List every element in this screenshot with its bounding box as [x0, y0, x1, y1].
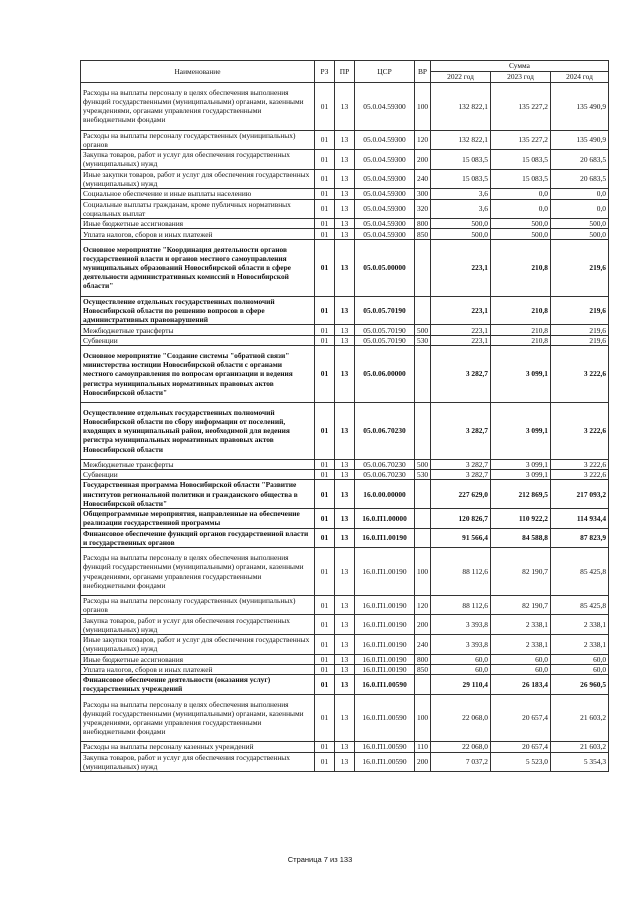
cell-rz: 01: [315, 239, 335, 296]
cell-pr: 13: [335, 199, 355, 219]
cell-vr: [415, 296, 431, 325]
cell-2022: 3 393,8: [431, 615, 491, 635]
table-row: [81, 752, 609, 772]
cell-rz: 01: [315, 635, 335, 655]
cell-rz: 01: [315, 615, 335, 635]
cell-csr: 05.0.05.70190: [355, 296, 415, 325]
cell-vr: [415, 239, 431, 296]
cell-2022: 15 083,5: [431, 169, 491, 189]
cell-pr: 13: [335, 480, 355, 509]
table-row: [81, 664, 609, 674]
cell-rz: 01: [315, 325, 335, 335]
cell-rz: 01: [315, 469, 335, 479]
cell-2023: 3 099,1: [491, 469, 551, 479]
cell-2022: 7 037,2: [431, 752, 491, 772]
cell-pr: 13: [335, 664, 355, 674]
cell-2024: 21 603,2: [551, 742, 609, 752]
cell-name: Расходы на выплаты персоналу казенных учреждений: [81, 742, 315, 752]
cell-2023: 15 083,5: [491, 150, 551, 170]
cell-pr: 13: [335, 169, 355, 189]
cell-csr: 05.0.04.59300: [355, 219, 415, 229]
cell-2024: 26 960,5: [551, 675, 609, 695]
cell-pr: 13: [335, 694, 355, 742]
header-pr: ПР: [335, 61, 355, 83]
cell-vr: 320: [415, 199, 431, 219]
cell-rz: 01: [315, 548, 335, 596]
cell-2023: 60,0: [491, 664, 551, 674]
cell-csr: 16.0.П1.00590: [355, 752, 415, 772]
cell-2022: 22 068,0: [431, 694, 491, 742]
cell-2023: 0,0: [491, 189, 551, 199]
cell-2024: 21 603,2: [551, 694, 609, 742]
cell-name: Государственная программа Новосибирской области "Развитие институтов региональной политики и гражданского общества в Новосибирской области": [81, 480, 315, 509]
cell-2022: 3 282,7: [431, 469, 491, 479]
cell-2023: 82 190,7: [491, 595, 551, 615]
table-row: [81, 528, 609, 548]
cell-pr: 13: [335, 402, 355, 459]
cell-2024: 87 823,9: [551, 528, 609, 548]
cell-name: Межбюджетные трансферты: [81, 459, 315, 469]
cell-csr: 05.0.04.59300: [355, 83, 415, 131]
cell-name: Расходы на выплаты персоналу государственных (муниципальных) органов: [81, 130, 315, 150]
cell-2023: 500,0: [491, 229, 551, 239]
header-csr: ЦСР: [355, 61, 415, 83]
cell-csr: 05.0.04.59300: [355, 199, 415, 219]
table-row: [81, 459, 609, 469]
cell-rz: 01: [315, 296, 335, 325]
cell-vr: [415, 675, 431, 695]
cell-name: Иные бюджетные ассигнования: [81, 219, 315, 229]
cell-2024: 219,6: [551, 325, 609, 335]
cell-vr: [415, 509, 431, 529]
table-row: [81, 654, 609, 664]
cell-2023: 20 657,4: [491, 742, 551, 752]
cell-name: Расходы на выплаты персоналу в целях обеспечения выполнения функций государственными (муниципальными) органами, казенными учреждениями, органами управления государственными внебюджетными фондами: [81, 548, 315, 596]
cell-2022: 223,1: [431, 239, 491, 296]
cell-vr: 800: [415, 654, 431, 664]
cell-rz: 01: [315, 229, 335, 239]
header-name: Наименование: [81, 61, 315, 83]
cell-name: Закупка товаров, работ и услуг для обеспечения государственных (муниципальных) нужд: [81, 615, 315, 635]
cell-vr: 500: [415, 459, 431, 469]
cell-vr: 100: [415, 694, 431, 742]
cell-name: Межбюджетные трансферты: [81, 325, 315, 335]
cell-vr: [415, 480, 431, 509]
cell-name: Уплата налогов, сборов и иных платежей: [81, 664, 315, 674]
cell-rz: 01: [315, 528, 335, 548]
cell-2023: 0,0: [491, 199, 551, 219]
cell-2023: 212 869,5: [491, 480, 551, 509]
table-row: [81, 694, 609, 742]
cell-2022: 120 826,7: [431, 509, 491, 529]
cell-vr: 530: [415, 335, 431, 345]
cell-2022: 132 822,1: [431, 83, 491, 131]
cell-vr: 100: [415, 548, 431, 596]
cell-csr: 05.0.04.59300: [355, 229, 415, 239]
cell-rz: 01: [315, 130, 335, 150]
cell-pr: 13: [335, 296, 355, 325]
cell-name: Расходы на выплаты персоналу в целях обеспечения выполнения функций государственными (муниципальными) органами, казенными учреждениями, органами управления государственными внебюджетными фондами: [81, 694, 315, 742]
cell-csr: 16.0.П1.00190: [355, 635, 415, 655]
table-row: [81, 742, 609, 752]
header-rz: РЗ: [315, 61, 335, 83]
cell-vr: 240: [415, 635, 431, 655]
cell-rz: 01: [315, 664, 335, 674]
cell-vr: 200: [415, 615, 431, 635]
cell-2024: 2 338,1: [551, 615, 609, 635]
cell-2024: 3 222,6: [551, 469, 609, 479]
cell-rz: 01: [315, 219, 335, 229]
cell-rz: 01: [315, 654, 335, 664]
cell-2024: 20 683,5: [551, 169, 609, 189]
cell-name: Иные бюджетные ассигнования: [81, 654, 315, 664]
cell-pr: 13: [335, 752, 355, 772]
table-row: [81, 346, 609, 403]
cell-rz: 01: [315, 402, 335, 459]
cell-2022: 88 112,6: [431, 548, 491, 596]
cell-pr: 13: [335, 83, 355, 131]
cell-2024: 0,0: [551, 189, 609, 199]
cell-2024: 3 222,6: [551, 346, 609, 403]
cell-pr: 13: [335, 654, 355, 664]
cell-2023: 20 657,4: [491, 694, 551, 742]
cell-csr: 05.0.06.70230: [355, 469, 415, 479]
cell-csr: 05.0.05.00000: [355, 239, 415, 296]
cell-2022: 3,6: [431, 199, 491, 219]
cell-2022: 500,0: [431, 229, 491, 239]
cell-2022: 29 110,4: [431, 675, 491, 695]
cell-2024: 3 222,6: [551, 459, 609, 469]
cell-csr: 05.0.05.70190: [355, 335, 415, 345]
cell-2023: 84 588,8: [491, 528, 551, 548]
table-row: [81, 615, 609, 635]
cell-2022: 60,0: [431, 664, 491, 674]
cell-vr: [415, 402, 431, 459]
table-row: [81, 189, 609, 199]
cell-2023: 210,8: [491, 335, 551, 345]
cell-rz: 01: [315, 346, 335, 403]
cell-2024: 219,6: [551, 239, 609, 296]
cell-vr: 800: [415, 219, 431, 229]
cell-2023: 110 922,2: [491, 509, 551, 529]
cell-2024: 85 425,8: [551, 595, 609, 615]
cell-pr: 13: [335, 325, 355, 335]
cell-name: Осуществление отдельных государственных полномочий Новосибирской области по сбору информации от поселений, входящих в муниципальный район, необходимой для ведения регистра муниципальных нормативных правовых актов Новосибирской области: [81, 402, 315, 459]
cell-vr: 110: [415, 742, 431, 752]
cell-2023: 210,8: [491, 239, 551, 296]
cell-2022: 500,0: [431, 219, 491, 229]
cell-rz: 01: [315, 83, 335, 131]
cell-csr: 16.0.П1.00190: [355, 654, 415, 664]
cell-2022: 88 112,6: [431, 595, 491, 615]
cell-2023: 2 338,1: [491, 615, 551, 635]
cell-2023: 500,0: [491, 219, 551, 229]
cell-csr: 05.0.06.00000: [355, 346, 415, 403]
cell-2024: 5 354,3: [551, 752, 609, 772]
cell-2024: 0,0: [551, 199, 609, 219]
table-row: [81, 469, 609, 479]
cell-rz: 01: [315, 189, 335, 199]
cell-pr: 13: [335, 595, 355, 615]
cell-vr: 850: [415, 664, 431, 674]
cell-2024: 500,0: [551, 229, 609, 239]
header-year-2022: 2022 год: [431, 72, 491, 83]
cell-name: Основное мероприятие "Координация деятельности органов государственной власти и органов местного самоуправления муниципальных образований Новосибирской области в сфере деятельности административных комиссий в Новосибирской области": [81, 239, 315, 296]
table-body: [81, 83, 609, 772]
cell-pr: 13: [335, 130, 355, 150]
cell-pr: 13: [335, 548, 355, 596]
cell-2023: 2 338,1: [491, 635, 551, 655]
cell-2022: 3 282,7: [431, 346, 491, 403]
cell-rz: 01: [315, 675, 335, 695]
cell-pr: 13: [335, 528, 355, 548]
cell-name: Социальные выплаты гражданам, кроме публичных нормативных социальных выплат: [81, 199, 315, 219]
cell-2022: 91 566,4: [431, 528, 491, 548]
cell-csr: 16.0.П1.00590: [355, 675, 415, 695]
cell-pr: 13: [335, 335, 355, 345]
table-row: [81, 229, 609, 239]
cell-csr: 16.0.П1.00190: [355, 664, 415, 674]
cell-2024: 20 683,5: [551, 150, 609, 170]
cell-2022: 223,1: [431, 335, 491, 345]
cell-rz: 01: [315, 595, 335, 615]
cell-vr: 100: [415, 83, 431, 131]
cell-pr: 13: [335, 229, 355, 239]
cell-csr: 05.0.04.59300: [355, 169, 415, 189]
budget-table: [80, 60, 609, 772]
cell-2022: 223,1: [431, 296, 491, 325]
cell-csr: 16.0.П1.00190: [355, 548, 415, 596]
table-row: [81, 239, 609, 296]
cell-2024: 219,6: [551, 335, 609, 345]
cell-vr: [415, 346, 431, 403]
cell-2024: 3 222,6: [551, 402, 609, 459]
cell-vr: 200: [415, 150, 431, 170]
cell-pr: 13: [335, 346, 355, 403]
cell-csr: 05.0.04.59300: [355, 150, 415, 170]
cell-rz: 01: [315, 199, 335, 219]
cell-csr: 16.0.П1.00190: [355, 615, 415, 635]
cell-name: Закупка товаров, работ и услуг для обеспечения государственных (муниципальных) нужд: [81, 752, 315, 772]
table-row: [81, 150, 609, 170]
cell-2023: 3 099,1: [491, 346, 551, 403]
header-vr: ВР: [415, 61, 431, 83]
cell-vr: 120: [415, 595, 431, 615]
cell-csr: 16.0.П1.00590: [355, 742, 415, 752]
cell-rz: 01: [315, 150, 335, 170]
cell-2024: 135 490,9: [551, 130, 609, 150]
cell-pr: 13: [335, 675, 355, 695]
document-page: [80, 60, 608, 772]
cell-name: Осуществление отдельных государственных полномочий Новосибирской области по решению вопросов в сфере административных правонарушений: [81, 296, 315, 325]
cell-2023: 60,0: [491, 654, 551, 664]
table-row: [81, 675, 609, 695]
cell-2023: 3 099,1: [491, 402, 551, 459]
cell-2023: 210,8: [491, 296, 551, 325]
table-row: [81, 509, 609, 529]
cell-pr: 13: [335, 509, 355, 529]
cell-rz: 01: [315, 335, 335, 345]
table-row: [81, 130, 609, 150]
cell-vr: 240: [415, 169, 431, 189]
cell-2024: 60,0: [551, 654, 609, 664]
cell-pr: 13: [335, 635, 355, 655]
cell-rz: 01: [315, 509, 335, 529]
cell-rz: 01: [315, 459, 335, 469]
cell-name: Основное мероприятие "Создание системы "обратной связи" министерства юстиции Новосибирской области с органами местного самоуправления по вопросам организации и ведения регистра муниципальных нормативных правовых актов Новосибирской области": [81, 346, 315, 403]
table-row: [81, 83, 609, 131]
cell-2022: 3 282,7: [431, 402, 491, 459]
table-row: [81, 335, 609, 345]
cell-vr: 120: [415, 130, 431, 150]
cell-vr: [415, 528, 431, 548]
cell-2024: 217 093,2: [551, 480, 609, 509]
cell-pr: 13: [335, 239, 355, 296]
cell-2022: 60,0: [431, 654, 491, 664]
table-row: [81, 595, 609, 615]
table-row: [81, 635, 609, 655]
page-number: Страница 7 из 133: [287, 855, 353, 864]
cell-csr: 16.0.00.00000: [355, 480, 415, 509]
cell-2022: 3 282,7: [431, 459, 491, 469]
cell-name: Субвенции: [81, 335, 315, 345]
cell-2022: 3 393,8: [431, 635, 491, 655]
cell-name: Расходы на выплаты персоналу в целях обеспечения выполнения функций государственными (муниципальными) органами, казенными учреждениями, органами управления государственными внебюджетными фондами: [81, 83, 315, 131]
cell-rz: 01: [315, 742, 335, 752]
cell-2022: 22 068,0: [431, 742, 491, 752]
cell-vr: 850: [415, 229, 431, 239]
cell-2024: 60,0: [551, 664, 609, 674]
cell-2024: 135 490,9: [551, 83, 609, 131]
cell-csr: 05.0.06.70230: [355, 402, 415, 459]
cell-2023: 5 523,0: [491, 752, 551, 772]
cell-rz: 01: [315, 752, 335, 772]
cell-csr: 16.0.П1.00190: [355, 595, 415, 615]
cell-vr: 500: [415, 325, 431, 335]
cell-pr: 13: [335, 219, 355, 229]
cell-name: Финансовое обеспечение функций органов государственной власти и государственных органов: [81, 528, 315, 548]
table-row: [81, 480, 609, 509]
cell-csr: 05.0.05.70190: [355, 325, 415, 335]
cell-csr: 16.0.П1.00590: [355, 694, 415, 742]
cell-name: Уплата налогов, сборов и иных платежей: [81, 229, 315, 239]
cell-rz: 01: [315, 694, 335, 742]
cell-pr: 13: [335, 150, 355, 170]
cell-rz: 01: [315, 480, 335, 509]
header-year-2024: 2024 год: [551, 72, 609, 83]
cell-2022: 15 083,5: [431, 150, 491, 170]
cell-name: Субвенции: [81, 469, 315, 479]
cell-2023: 3 099,1: [491, 459, 551, 469]
cell-2024: 2 338,1: [551, 635, 609, 655]
cell-2024: 85 425,8: [551, 548, 609, 596]
cell-pr: 13: [335, 189, 355, 199]
header-sum: Сумма: [431, 61, 609, 72]
cell-csr: 05.0.04.59300: [355, 189, 415, 199]
cell-rz: 01: [315, 169, 335, 189]
cell-name: Финансовое обеспечение деятельности (оказания услуг) государственных учреждений: [81, 675, 315, 695]
table-row: [81, 169, 609, 189]
table-row: [81, 296, 609, 325]
cell-pr: 13: [335, 742, 355, 752]
cell-pr: 13: [335, 469, 355, 479]
cell-2024: 500,0: [551, 219, 609, 229]
cell-2022: 223,1: [431, 325, 491, 335]
cell-2022: 3,6: [431, 189, 491, 199]
cell-vr: 200: [415, 752, 431, 772]
cell-csr: 05.0.06.70230: [355, 459, 415, 469]
cell-2023: 210,8: [491, 325, 551, 335]
table-row: [81, 402, 609, 459]
cell-name: Расходы на выплаты персоналу государственных (муниципальных) органов: [81, 595, 315, 615]
cell-pr: 13: [335, 459, 355, 469]
cell-pr: 13: [335, 615, 355, 635]
cell-2022: 132 822,1: [431, 130, 491, 150]
table-row: [81, 199, 609, 219]
cell-2022: 227 629,0: [431, 480, 491, 509]
cell-2023: 15 083,5: [491, 169, 551, 189]
cell-name: Иные закупки товаров, работ и услуг для обеспечения государственных (муниципальных) нужд: [81, 635, 315, 655]
table-row: [81, 548, 609, 596]
cell-2023: 26 183,4: [491, 675, 551, 695]
cell-2024: 114 934,4: [551, 509, 609, 529]
cell-csr: 16.0.П1.00000: [355, 509, 415, 529]
cell-2023: 135 227,2: [491, 130, 551, 150]
cell-csr: 16.0.П1.00190: [355, 528, 415, 548]
cell-name: Закупка товаров, работ и услуг для обеспечения государственных (муниципальных) нужд: [81, 150, 315, 170]
cell-csr: 05.0.04.59300: [355, 130, 415, 150]
cell-2023: 135 227,2: [491, 83, 551, 131]
cell-name: Социальное обеспечение и иные выплаты населению: [81, 189, 315, 199]
cell-vr: 530: [415, 469, 431, 479]
cell-vr: 300: [415, 189, 431, 199]
table-row: [81, 325, 609, 335]
cell-2023: 82 190,7: [491, 548, 551, 596]
table-row: [81, 219, 609, 229]
cell-name: Общепрограммные мероприятия, направленные на обеспечение реализации государственной программы: [81, 509, 315, 529]
header-year-2023: 2023 год: [491, 72, 551, 83]
cell-2024: 219,6: [551, 296, 609, 325]
cell-name: Иные закупки товаров, работ и услуг для обеспечения государственных (муниципальных) нужд: [81, 169, 315, 189]
